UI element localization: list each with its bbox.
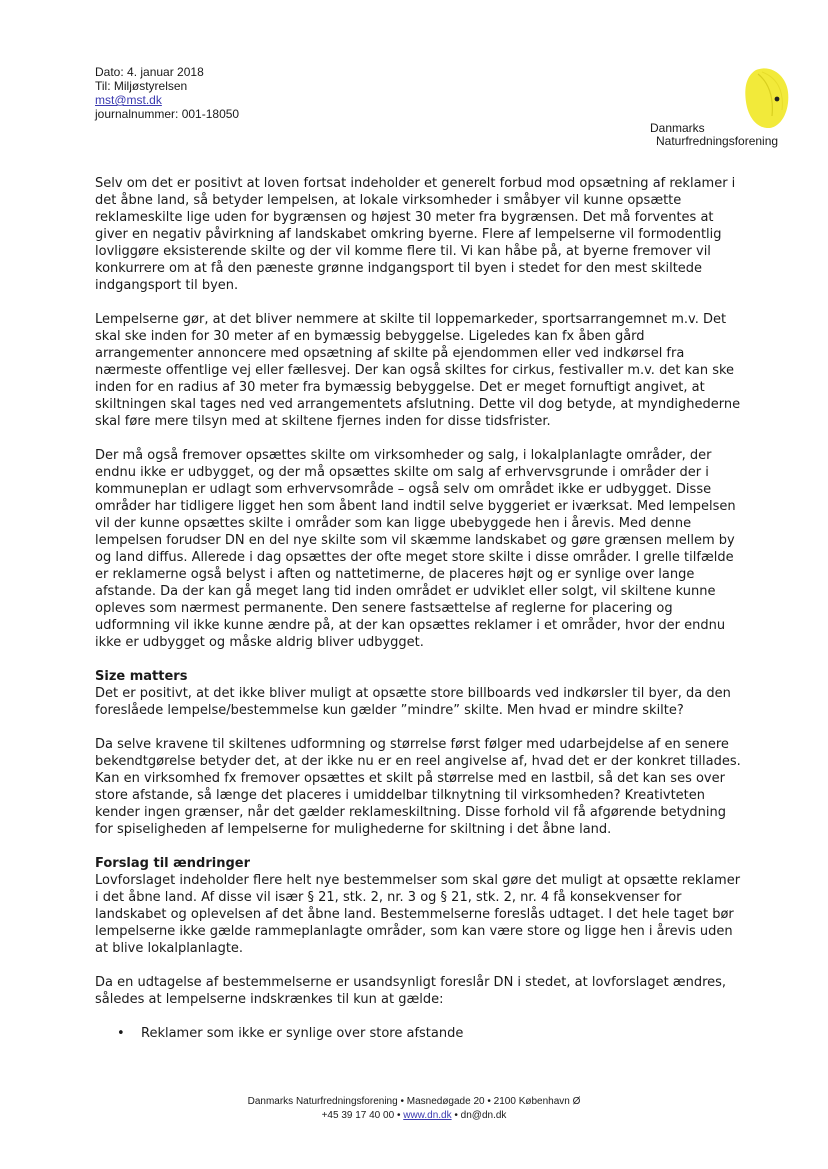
letter-meta xyxy=(95,65,239,121)
recipient-email-link[interactable]: mst@mst.dk xyxy=(95,93,162,107)
footer-line-2 xyxy=(0,1109,828,1123)
list-item: • Reklamer som ikke er synlige over store afstande xyxy=(141,1025,745,1042)
paragraph-7: Da en udtagelse af bestemmelserne er usandsynligt foreslår DN i stedet, at lovforslaget ændres, således at lempelserne indskrænkes til kun at gælde: xyxy=(95,975,727,1007)
footer-phone: +45 39 17 40 00 xyxy=(321,1110,395,1121)
footer-org: Danmarks Naturfredningsforening xyxy=(247,1096,398,1107)
footer-line-1 xyxy=(0,1095,828,1109)
logo-wordmark xyxy=(650,122,796,148)
footer-separator: • xyxy=(454,1110,458,1121)
proposal-list xyxy=(95,1025,745,1042)
footer-mail: dn@dn.dk xyxy=(460,1110,507,1121)
letter-body xyxy=(95,175,745,1042)
footer-separator: • xyxy=(400,1096,404,1107)
heading-forslag: Forslag til ændringer xyxy=(95,856,250,871)
paragraph-5: Da selve kravene til skiltenes udformning og størrelse først følger med udarbejdelse af en senere bekendtgørelse betyder det, at der ikke nu er en reel angivelse af, hvad det er der konkret tillades. Kan en virksomhed fx fremover opsættes et skilt på størrelse med en lastbil, så det kan ses over store afstande, så længe det placeres i umiddelbar tilknytning til virksomheden? Kreativteten kender ingen grænser, når det gælder reklameskiltning. Disse forhold vil få afgørende betydning for spiseligheden af lempelserne for mulighederne for skiltning i det åbne land. xyxy=(95,737,741,837)
paragraph-3: Der må også fremover opsættes skilte om virksomheder og salg, i lokalplanlagte områder, der endnu ikke er udbygget, og der må opsættes skilte om salg af erhvervsgrunde i områder der i kommuneplan er udlagt som erhvervsområde – også selv om området ikke er udbygget. Disse områder har tidligere ligget hen som åbent land indtil selve byggeriet er iværksat. Med lempelsen vil der kunne opsættes skilte i områder som kan ligge ubebyggede hen i årevis. Med denne lempelsen forudser DN en del nye skilte som vil skæmme landskabet og gøre grænsen mellem by og land diffus. Allerede i dag opsættes der ofte meget store skilte i disse områder. I grelle tilfælde er reklamerne også belyst i aften og nattetimerne, de placeres højt og er synlige over lange afstande. Da der kan gå meget lang tid inden området er udviklet eller solgt, vil skiltene kunne opleves som nærmest permanente. Den senere fastsættelse af reglerne for placering og udformning vil ikke kunne ændre på, at der kan opsættes reklamer i et områder, hvor der endnu ikke er udbygget og måske aldrig bliver udbygget. xyxy=(95,448,736,650)
paragraph-2: Lempelserne gør, at det bliver nemmere at skilte til loppemarkeder, sportsarrangemnet m.v. Det skal ske inden for 30 meter af en bymæssig bebyggelse. Ligeledes kan fx åben gård arrangementer annoncere med opsætning af skilte på ejendommen eller ved indkørsel fra nærmeste offentlige vej eller fællesvej. Der kan også skiltes for cirkus, festivaller m.v. det kan ske inden for en radius af 30 meter fra bymæssig bebyggelse. Det er meget fornuftigt angivet, at skiltningen skal tages ned ved arrangementets afslutning. Dette vil dog betyde, at myndighederne skal føre mere tilsyn med at skiltene fjernes inden for disse tidsfrister. xyxy=(95,312,741,429)
recipient-line: Til: Miljøstyrelsen xyxy=(95,79,188,93)
footer-separator: • xyxy=(487,1096,491,1107)
logo-name-line2: Naturfredningsforening xyxy=(656,134,779,148)
page-footer xyxy=(0,1095,828,1123)
paragraph-6: Lovforslaget indeholder flere helt nye bestemmelser som skal gøre det muligt at opsætte reklamer i det åbne land. Af disse vil især § 21, stk. 2, nr. 3 og § 21, stk. 2, nr. 4 få konsekvenser for landskabet og oplevelsen af det åbne land. Bestemmelserne foreslås udtaget. I det hele taget bør lempelserne ikke gælde rammeplanlagte områder, som kan være store og ligge hen i årevis uden at blive lokalplanlagte. xyxy=(95,873,741,956)
logo-name-line1: Danmarks xyxy=(650,121,705,135)
heading-size-matters: Size matters xyxy=(95,669,188,684)
footer-separator: • xyxy=(396,1110,401,1121)
footer-web-link[interactable]: www.dn.dk xyxy=(403,1110,452,1121)
journal-number: journalnummer: 001-18050 xyxy=(95,107,240,121)
paragraph-4: Det er positivt, at det ikke bliver muligt at opsætte store billboards ved indkørsler til byer, da den foreslåede lempelse/bestemmelse kun gælder ”mindre” skilte. Men hvad er mindre skilte? xyxy=(95,686,731,718)
paragraph-1: Selv om det er positivt at loven fortsat indeholder et generelt forbud mod opsætning af reklamer i det åbne land, så betyder lempelsen, at lokale virksomheder i småbyer vil kunne opsætte reklameskilte lige uden for bygrænsen og højest 30 meter fra bygrænsen. Det må forventes at giver en negativ påvirkning af landskabet omkring byerne. Flere af lempelserne vil formodentlig lovliggøre eksisterende skilte og der vil komme flere til. Vi kan håbe på, at byerne fremover vil konkurrere om at få den pæneste grønne indgangsport til byen i stedet for den mest skiltede indgangsport til byen. xyxy=(95,176,736,293)
footer-address: Masnedøgade 20 xyxy=(406,1096,485,1107)
date-line: Dato: 4. januar 2018 xyxy=(95,65,204,79)
footer-city: 2100 København Ø xyxy=(493,1096,581,1107)
dn-yellow-leaf-icon xyxy=(742,66,792,130)
